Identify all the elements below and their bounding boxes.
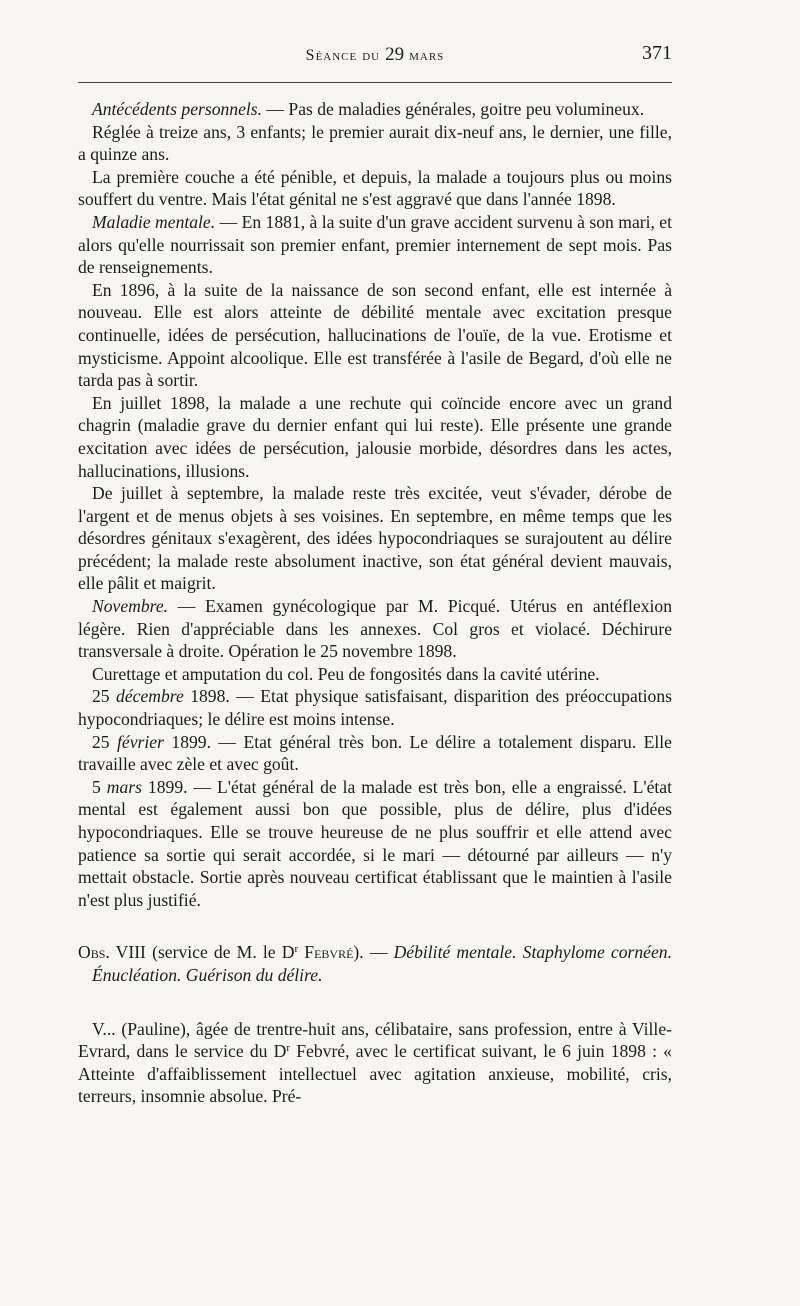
paragraph-antecedents xyxy=(78,98,672,121)
paragraph-curettage xyxy=(78,663,672,686)
paragraph-november xyxy=(78,595,672,663)
observation-heading xyxy=(78,941,672,986)
paragraph-mental-illness xyxy=(78,211,672,279)
date-label: mars xyxy=(106,776,142,797)
paragraph-text: — Examen gynécologique par M. Picqué. Utérus en antéflexion légère. Rien d'appréciable dans les annexes. Col gros et violacé. Déchirure transversale à droite. Opération le 25 novembre 1898. xyxy=(78,596,672,662)
paragraph-text: En juillet 1898, la malade a une rechute qui coïncide encore avec un grand chagrin (maladie grave du dernier enfant qui lui reste). Elle présente une grande excitation avec idées de persécution, jalousie morbide, désordres dans les actes, hallucinations, illusions. xyxy=(78,392,672,481)
running-title xyxy=(78,44,672,66)
paragraph-text: — En 1881, à la suite d'un grave accident survenu à son mari, et alors qu'elle nourrissait son premier enfant, premier internement de sept mois. Pas de renseignements. xyxy=(78,211,673,278)
doctor-sup: r xyxy=(286,1042,291,1055)
date-day: 25 xyxy=(92,686,117,707)
header-rule xyxy=(78,82,672,83)
paragraph-text: — Pas de maladies générales, goitre peu volumineux. xyxy=(262,99,645,119)
date-label: décembre xyxy=(116,686,184,707)
section-label: Maladie mentale. xyxy=(92,211,216,232)
paragraph-text: De juillet à septembre, la malade reste très excitée, veut s'évader, dérobe de l'argent et de menus objets à ses voisines. En septembre, en même temps que les désordres génitaux s'exagèrent, des idées hypocondriaques se surajoutent au délire précédent; la malade reste absolument inactive, son état général devient mauvais, elle pâlit et maigrit. xyxy=(78,483,672,594)
paragraph-1896 xyxy=(78,279,672,392)
paragraph-first-delivery xyxy=(78,166,672,211)
paragraph-text: La première couche a été pénible, et depuis, la malade a toujours plus ou moins souffert du ventre. Mais l'état génital ne s'est aggravé que dans l'année 1898. xyxy=(78,166,672,210)
paragraph-july-september xyxy=(78,482,672,595)
date-label: Novembre. xyxy=(92,596,169,617)
paragraph-text: Réglée à treize ans, 3 enfants; le premier aurait dix-neuf ans, le dernier, une fille, a quinze ans. xyxy=(78,121,672,165)
obs-number: VIII (service de M. le D xyxy=(109,942,295,963)
paragraph-december xyxy=(78,685,672,730)
running-title-month: mars xyxy=(409,47,445,64)
paragraph-july-1898 xyxy=(78,392,672,482)
paragraph-text: 1899. — L'état général de la malade est très bon, elle a engraissé. L'état mental est également aussi bon que possible, plus de délire, plus d'idées hypocondriaques. Elle se trouve heureuse de ne plus souffrir et elle attend avec patience sa sortie qui serait accordée, si le mari — détourné par ailleurs — n'y mettait obstacle. Sortie après nouveau certificat établissant que le maintien à l'asile n'est plus justifié. xyxy=(78,776,672,910)
main-text xyxy=(78,98,672,1108)
running-title-pre: Séance du xyxy=(305,47,381,64)
paragraph-february xyxy=(78,731,672,776)
date-label: février xyxy=(117,731,164,752)
paragraph-text: V... (Pauline), âgée de trentre-huit ans, célibataire, sans profession, entre à Ville-Evrard, dans le service du D xyxy=(78,1018,672,1062)
obs-doctor: Febvré xyxy=(304,942,354,963)
date-day: 5 xyxy=(92,776,107,797)
obs-sup: r xyxy=(294,943,299,956)
section-label: Antécédents personnels. xyxy=(92,99,263,119)
date-day: 25 xyxy=(92,731,118,752)
obs-close: ). — xyxy=(353,942,394,963)
paragraph-march xyxy=(78,776,672,912)
paragraph-text: 1899. — Etat général très bon. Le délire a totalement disparu. Elle travaille avec zèle et avec goût. xyxy=(78,731,672,775)
paragraph-text: En 1896, à la suite de la naissance de son second enfant, elle est internée à nouveau. Elle est alors atteinte de débilité mentale avec excitation presque continuelle, idées de persécution, hallucinations de l'ouïe, de la vue. Erotisme et mysticisme. Appoint alcoolique. Elle est transférée à l'asile de Begard, d'où elle ne tarda pas à sortir. xyxy=(78,279,672,391)
paragraph-text: Febvré, avec le certificat suivant, le 6 juin 1898 : « Atteinte d'affaiblissement intellectuel avec agitation anxieuse, mobilité, cris, terreurs, insomnie absolue. Pré- xyxy=(78,1041,672,1107)
paragraph-patient xyxy=(78,1018,672,1108)
paragraph-menstruation xyxy=(78,121,672,166)
paragraph-text: Curettage et amputation du col. Peu de fongosités dans la cavité utérine. xyxy=(92,663,600,684)
running-head xyxy=(78,44,672,74)
running-title-day: 29 xyxy=(385,44,405,65)
paragraph-text: 1898. — Etat physique satisfaisant, disparition des préoccupations hypocondriaques; le délire est moins intense. xyxy=(78,686,672,730)
obs-label: Obs. xyxy=(78,942,110,963)
page-number: 371 xyxy=(642,42,672,64)
obs-title: Débilité mentale. Staphylome cornéen. Énucléation. Guérison du délire. xyxy=(92,942,672,985)
